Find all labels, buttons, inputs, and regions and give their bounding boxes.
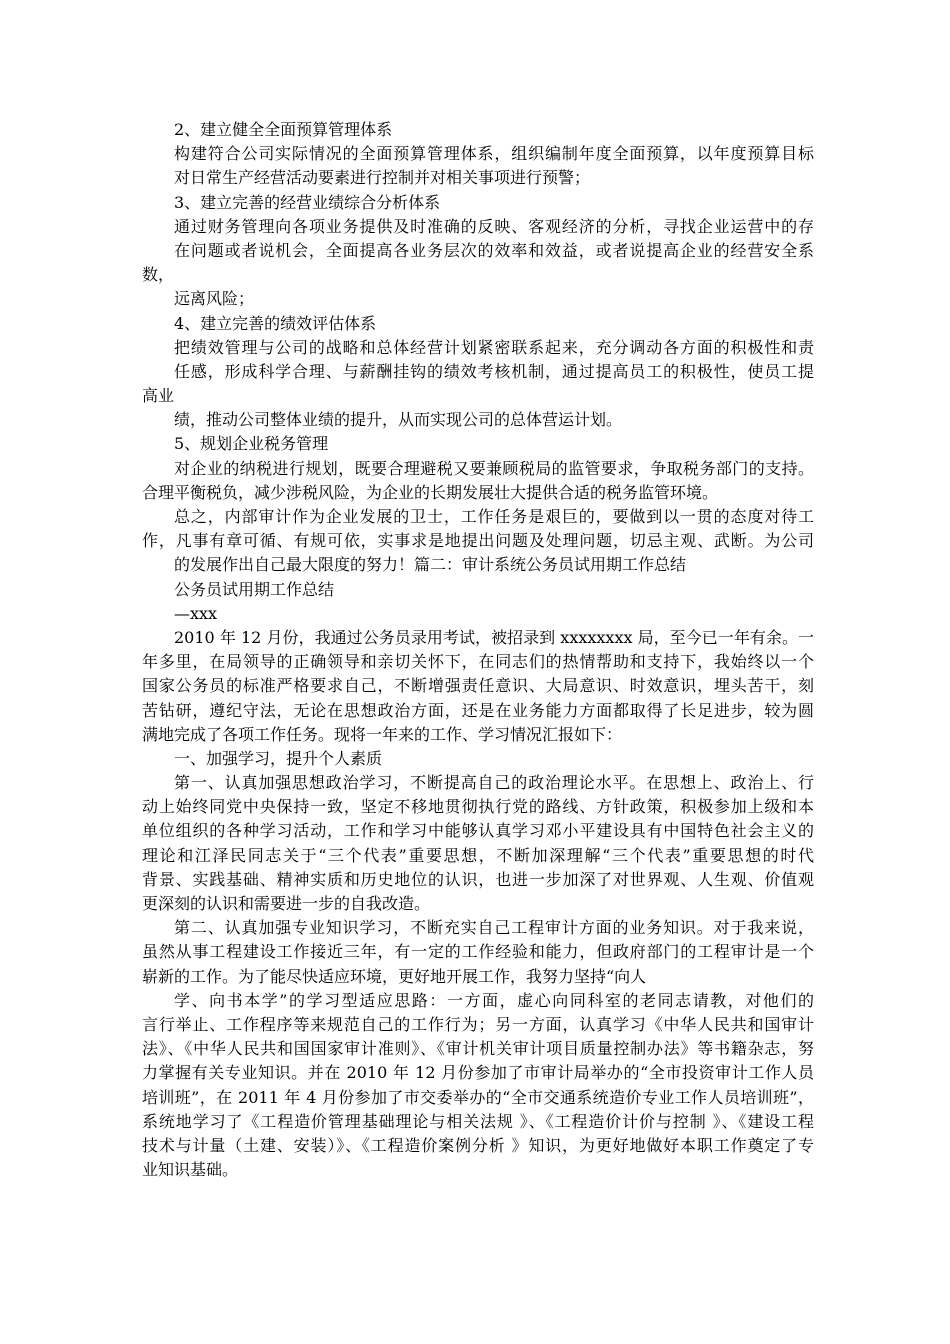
text-line: 第一、认真加强思想政治学习，不断提高自己的政治理论水平。在思想上、政治上、行	[174, 773, 814, 793]
text-line: 构建符合公司实际情况的全面预算管理体系，组织编制年度全面预算，以年度预算目标	[174, 144, 814, 164]
text-line: 满地完成了各项工作任务。现将一年来的工作、学习情况汇报如下：	[142, 724, 623, 744]
text-line: 更深刻的认识和需要进一步的自我改造。	[142, 894, 431, 913]
text-line: 动上始终同党中央保持一致，坚定不移地贯彻执行党的路线、方针政策，积极参加上级和本	[142, 797, 814, 817]
text-line: 背景、实践基础、精神实质和历史地位的认识，也进一步加深了对世界观、人生观、价值观	[142, 869, 814, 889]
text-line: 国家公务员的标准严格要求自己，不断增强责任意识、大局意识、时效意识，埋头苦干，刻	[142, 676, 814, 696]
text-line: 把绩效管理与公司的战略和总体经营计划紧密联系起来，充分调动各方面的积极性和责	[174, 337, 814, 357]
text-line: 一、加强学习，提升个人素质	[174, 748, 383, 768]
text-line: 作，凡事有章可循、有规可依，实事求是地提出问题及处理问题，切忌主观、武断。为公司	[142, 531, 814, 551]
text-line: 学、向书本学”的学习型适应思路：一方面，虚心向同科室的老同志请教，对他们的	[174, 990, 814, 1010]
text-line: 虽然从事工程建设工作接近三年，有一定的工作经验和能力，但政府部门的工程审计是一个	[142, 942, 814, 962]
text-line: 单位组织的各种学习活动，工作和学习中能够认真学习邓小平建设具有中国特色社会主义的	[142, 821, 814, 841]
text-line: 高业	[142, 386, 175, 406]
document-body	[142, 118, 814, 1182]
text-line: 苦钻研，遵纪守法，无论在思想政治方面，还是在业务能力方面都取得了长足进步，较为圆	[142, 700, 814, 720]
text-line: 言行举止、工作程序等来规范自己的工作行为；另一方面，认真学习《中华人民共和国审计	[142, 1014, 814, 1034]
text-line: 3、建立完善的经营业绩综合分析体系	[174, 192, 441, 212]
text-line: 公务员试用期工作总结	[174, 579, 335, 599]
text-line: 对企业的纳税进行规划，既要合理避税又要兼顾税局的监管要求，争取税务部门的支持。	[174, 458, 814, 478]
text-line: 远离风险；	[174, 289, 255, 309]
text-line: 对日常生产经营活动要素进行控制并对相关事项进行预警；	[174, 168, 591, 188]
text-line: —xxx	[174, 603, 218, 623]
text-line: 总之，内部审计作为企业发展的卫士，工作任务是艰巨的，要做到以一贯的态度对待工	[174, 507, 814, 526]
text-line: 第二、认真加强专业知识学习，不断充实自己工程审计方面的业务知识。对于我来说，	[174, 918, 814, 938]
text-line: 崭新的工作。为了能尽快适应环境，更好地开展工作，我努力坚持“向人	[142, 966, 647, 986]
text-line: 数，	[142, 265, 175, 285]
text-line: 2010 年 12 月份，我通过公务员录用考试，被招录到 xxxxxxxx 局，至今已一年有余。一	[174, 627, 814, 647]
text-line: 业知识基础。	[142, 1160, 239, 1180]
text-line: 任感，形成科学合理、与薪酬挂钩的绩效考核机制，通过提高员工的积极性，使员工提	[174, 361, 814, 381]
text-line: 绩，推动公司整体业绩的提升，从而实现公司的总体营运计划。	[174, 410, 623, 430]
text-line: 2、建立健全全面预算管理体系	[174, 120, 393, 139]
text-line: 合理平衡税负，减少涉税风险，为企业的长期发展壮大提供合适的税务监管环境。	[142, 482, 719, 502]
text-line: 4、建立完善的绩效评估体系	[174, 313, 377, 333]
text-line: 培训班”，在 2011 年 4 月份参加了市交委举办的“全市交通系统造价专业工作人员培训班”，	[142, 1087, 814, 1107]
text-line: 力掌握有关专业知识。并在 2010 年 12 月份参加了市审计局举办的“全市投资审计工作人员	[142, 1063, 814, 1083]
text-line: 在问题或者说机会，全面提高各业务层次的效率和效益，或者说提高企业的经营安全系	[174, 240, 814, 260]
text-line: 5、规划企业税务管理	[174, 434, 329, 454]
text-line: 法》、《中华人民共和国国家审计准则》、《审计机关审计项目质量控制办法》等书籍杂志，努	[142, 1039, 814, 1059]
text-line: 技术与计量（土建、安装）》、《工程造价案例分析 》知识，为更好地做好本职工作奠定了专	[142, 1135, 814, 1155]
text-line: 通过财务管理向各项业务提供及时准确的反映、客观经济的分析，寻找企业运营中的存	[174, 216, 814, 236]
text-line: 理论和江泽民同志关于“三个代表”重要思想，不断加深理解“三个代表”重要思想的时代	[142, 845, 814, 865]
text-line: 年多里，在局领导的正确领导和亲切关怀下，在同志们的热情帮助和支持下，我始终以一个	[142, 652, 814, 672]
text-line: 系统地学习了《工程造价管理基础理论与相关法规 》、《工程造价计价与控制 》、《建设工程	[142, 1111, 814, 1131]
text-line: 的发展作出自己最大限度的努力！篇二：审计系统公务员试用期工作总结	[174, 555, 687, 575]
